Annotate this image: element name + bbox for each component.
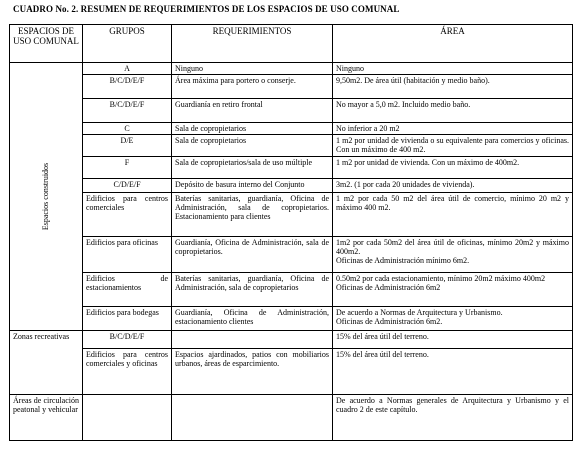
grupo-cell: B/C/D/E/F [83, 75, 172, 99]
area-cell: 15% del área útil del terreno. [333, 331, 573, 349]
grupo-cell [83, 395, 172, 441]
grupo-cell: C/D/E/F [83, 179, 172, 193]
requirements-table [9, 24, 573, 441]
area-line: 1m2 por cada 50m2 del área útil de oficinas, mínimo 20m2 y máximo 400m2. [336, 238, 569, 256]
area-line: Oficinas de Administración mínimo 6m2. [336, 256, 470, 265]
table-row [10, 123, 573, 135]
req-cell [172, 331, 333, 349]
area-line: Oficinas de Administración 6m2. [336, 317, 443, 326]
area-cell: Ninguno [333, 63, 573, 75]
page-title: CUADRO No. 2. RESUMEN DE REQUERIMIENTOS DE LOS ESPACIOS DE USO COMUNAL [13, 4, 400, 14]
table-row [10, 157, 573, 179]
area-cell [333, 237, 573, 273]
header-requerimientos: REQUERIMIENTOS [172, 25, 333, 63]
section-zonas-recreativas: Zonas recreativas [10, 331, 83, 395]
grupo-cell: Edificios para oficinas [83, 237, 172, 273]
req-cell: Guardianía, Oficina de Administración, estacionamiento clientes [172, 307, 333, 331]
req-cell: Baterías sanitarias, guardianía, Oficina de Administración, sala de copropietarios [172, 273, 333, 307]
area-line: De acuerdo a Normas de Arquitectura y Urbanismo. [336, 308, 503, 317]
table-row [10, 75, 573, 99]
grupo-cell: F [83, 157, 172, 179]
area-cell [333, 273, 573, 307]
table-row [10, 273, 573, 307]
req-cell: Área máxima para portero o conserje. [172, 75, 333, 99]
req-cell: Depósito de basura interno del Conjunto [172, 179, 333, 193]
area-cell: De acuerdo a Normas generales de Arquitectura y Urbanismo y el cuadro 2 de este capítulo. [333, 395, 573, 441]
grupo-cell: Edificios para centros comerciales y oficinas [83, 349, 172, 395]
area-cell: No mayor a 5,0 m2. Incluido medio baño. [333, 99, 573, 123]
header-grupos: GRUPOS [83, 25, 172, 63]
req-cell: Guardianía, Oficina de Administración, sala de copropietarios. [172, 237, 333, 273]
table-row [10, 193, 573, 237]
table-row [10, 307, 573, 331]
area-line: Oficinas de Administración 6m2 [336, 283, 441, 292]
req-cell: Ninguno [172, 63, 333, 75]
area-cell: No inferior a 20 m2 [333, 123, 573, 135]
grupo-cell: Edificios para bodegas [83, 307, 172, 331]
header-espacios: ESPACIOS DE USO COMUNAL [10, 25, 83, 63]
table-row [10, 135, 573, 157]
grupo-cell: D/E [83, 135, 172, 157]
grupo-cell: C [83, 123, 172, 135]
area-cell: 15% del área útil del terreno. [333, 349, 573, 395]
area-line: 0.50m2 por cada estacionamiento, mínimo 20m2 máximo 400m2 [336, 274, 546, 283]
table-row [10, 331, 573, 349]
table-header-row [10, 25, 573, 63]
section-espacios-construidos [10, 63, 83, 331]
table-row [10, 237, 573, 273]
section-areas-circulacion: Áreas de circulación peatonal y vehicular [10, 395, 83, 441]
area-cell [333, 307, 573, 331]
grupo-cell: B/C/D/E/F [83, 331, 172, 349]
table-row [10, 63, 573, 75]
table-row [10, 349, 573, 395]
req-cell: Sala de copropietarios [172, 135, 333, 157]
req-cell [172, 395, 333, 441]
req-cell: Baterías sanitarias, guardianía, Oficina de Administración, sala de copropietarios. Estacionamiento para clientes [172, 193, 333, 237]
table-row [10, 179, 573, 193]
req-cell: Guardianía en retiro frontal [172, 99, 333, 123]
table-row [10, 395, 573, 441]
header-area: ÁREA [333, 25, 573, 63]
area-cell: 9,50m2. De área útil (habitación y medio baño). [333, 75, 573, 99]
grupo-cell: A [83, 63, 172, 75]
grupo-cell: Edificios para centros comerciales [83, 193, 172, 237]
area-cell: 1 m2 por unidad de vivienda. Con un máximo de 400m2. [333, 157, 573, 179]
area-cell: 1 m2 por cada 50 m2 del área útil de comercio, mínimo 20 m2 y máximo 400 m2. [333, 193, 573, 237]
table-row [10, 99, 573, 123]
area-cell: 3m2. (1 por cada 20 unidades de vivienda). [333, 179, 573, 193]
req-cell: Sala de copropietarios/sala de uso múltiple [172, 157, 333, 179]
section-label: Espacios construidos [41, 162, 51, 231]
req-cell: Espacios ajardinados, patios con mobiliarios urbanos, áreas de esparcimiento. [172, 349, 333, 395]
grupo-cell: B/C/D/E/F [83, 99, 172, 123]
grupo-cell: Edificios de estacionamientos [83, 273, 172, 307]
area-cell: 1 m2 por unidad de vivienda o su equivalente para comercios y oficinas. Con un máximo de 400 m2. [333, 135, 573, 157]
req-cell: Sala de copropietarios [172, 123, 333, 135]
